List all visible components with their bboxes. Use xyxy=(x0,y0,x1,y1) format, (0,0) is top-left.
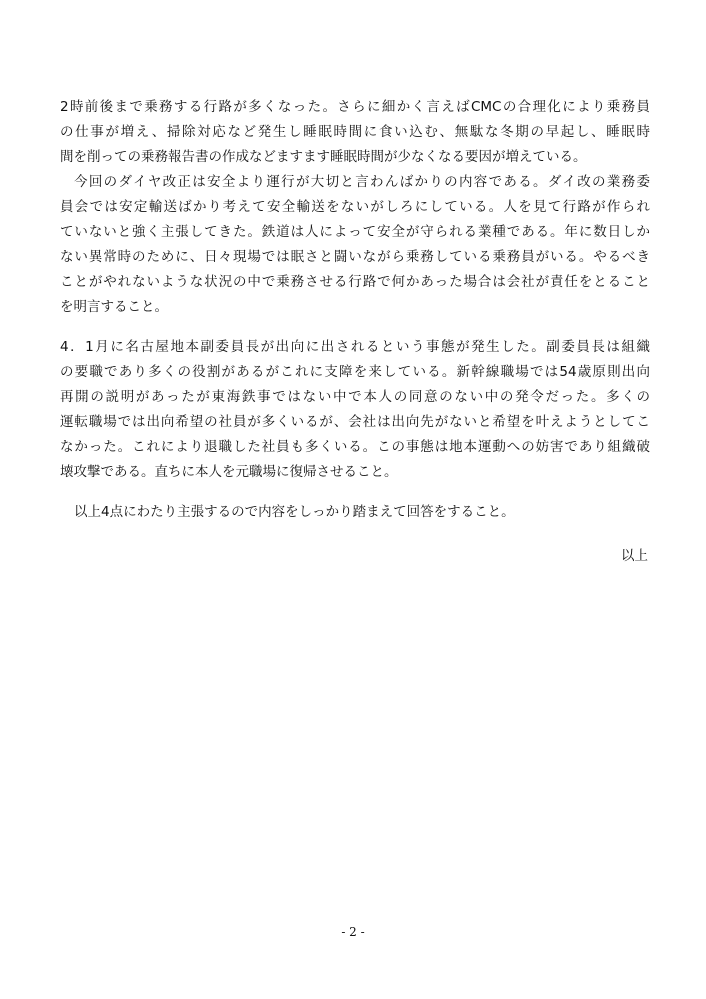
text-line: の仕事が増え、掃除対応など発生し睡眠時間に食い込む、無駄な冬期の早起し、睡眠時 xyxy=(60,124,650,140)
text-line: なかった。これにより退職した社員も多くいる。この事態は地本運動への妨害であり組織破 xyxy=(60,439,650,455)
text-line: の要職であり多くの役割があるがこれに支障を来している。新幹線職場では54歳原則出向 xyxy=(60,364,650,380)
text-line: 今回のダイヤ改正は安全より運行が大切と言わんばかりの内容である。ダイ改の業務委 xyxy=(74,174,650,190)
text-line: 間を削っての乗務報告書の作成などますます睡眠時間が少なくなる要因が増えている。 xyxy=(60,149,587,165)
text-line: 壊攻撃である。直ちに本人を元職場に復帰させること。 xyxy=(60,464,398,480)
text-line: 再開の説明があったが東海鉄事ではない中で本人の同意のない中の発令だった。多くの xyxy=(60,389,650,405)
text-line: ことがやれないような状況の中で乗務させる行路で何かあった場合は会社が責任をとること xyxy=(60,274,650,290)
closing-text: 以上 xyxy=(621,548,648,564)
text-line: 運転職場では出向希望の社員が多くいるが、会社は出向先がないと希望を叶えようとしてこ xyxy=(60,414,650,430)
text-line: ない異常時のために、日々現場では眠さと闘いながら乗務している乗務員がいる。やるべき xyxy=(60,249,650,265)
text-line: 4．1月に名古屋地本副委員長が出向に出されるという事態が発生した。副委員長は組織 xyxy=(60,339,650,355)
text-line: ていないと強く主張してきた。鉄道は人によって安全が守られる業種である。年に数日しか xyxy=(60,224,650,240)
page-number: - 2 - xyxy=(341,925,365,939)
text-line: 以上4点にわたり主張するので内容をしっかり踏まえて回答をすること。 xyxy=(74,504,515,520)
text-line: 員会では安定輸送ばかり考えて安全輸送をないがしろにしている。人を見て行路が作られ xyxy=(60,199,650,215)
text-line: を明言すること。 xyxy=(60,299,168,315)
text-line: 2時前後まで乗務する行路が多くなった。さらに細かく言えばCMCの合理化により乗務員 xyxy=(60,99,650,115)
